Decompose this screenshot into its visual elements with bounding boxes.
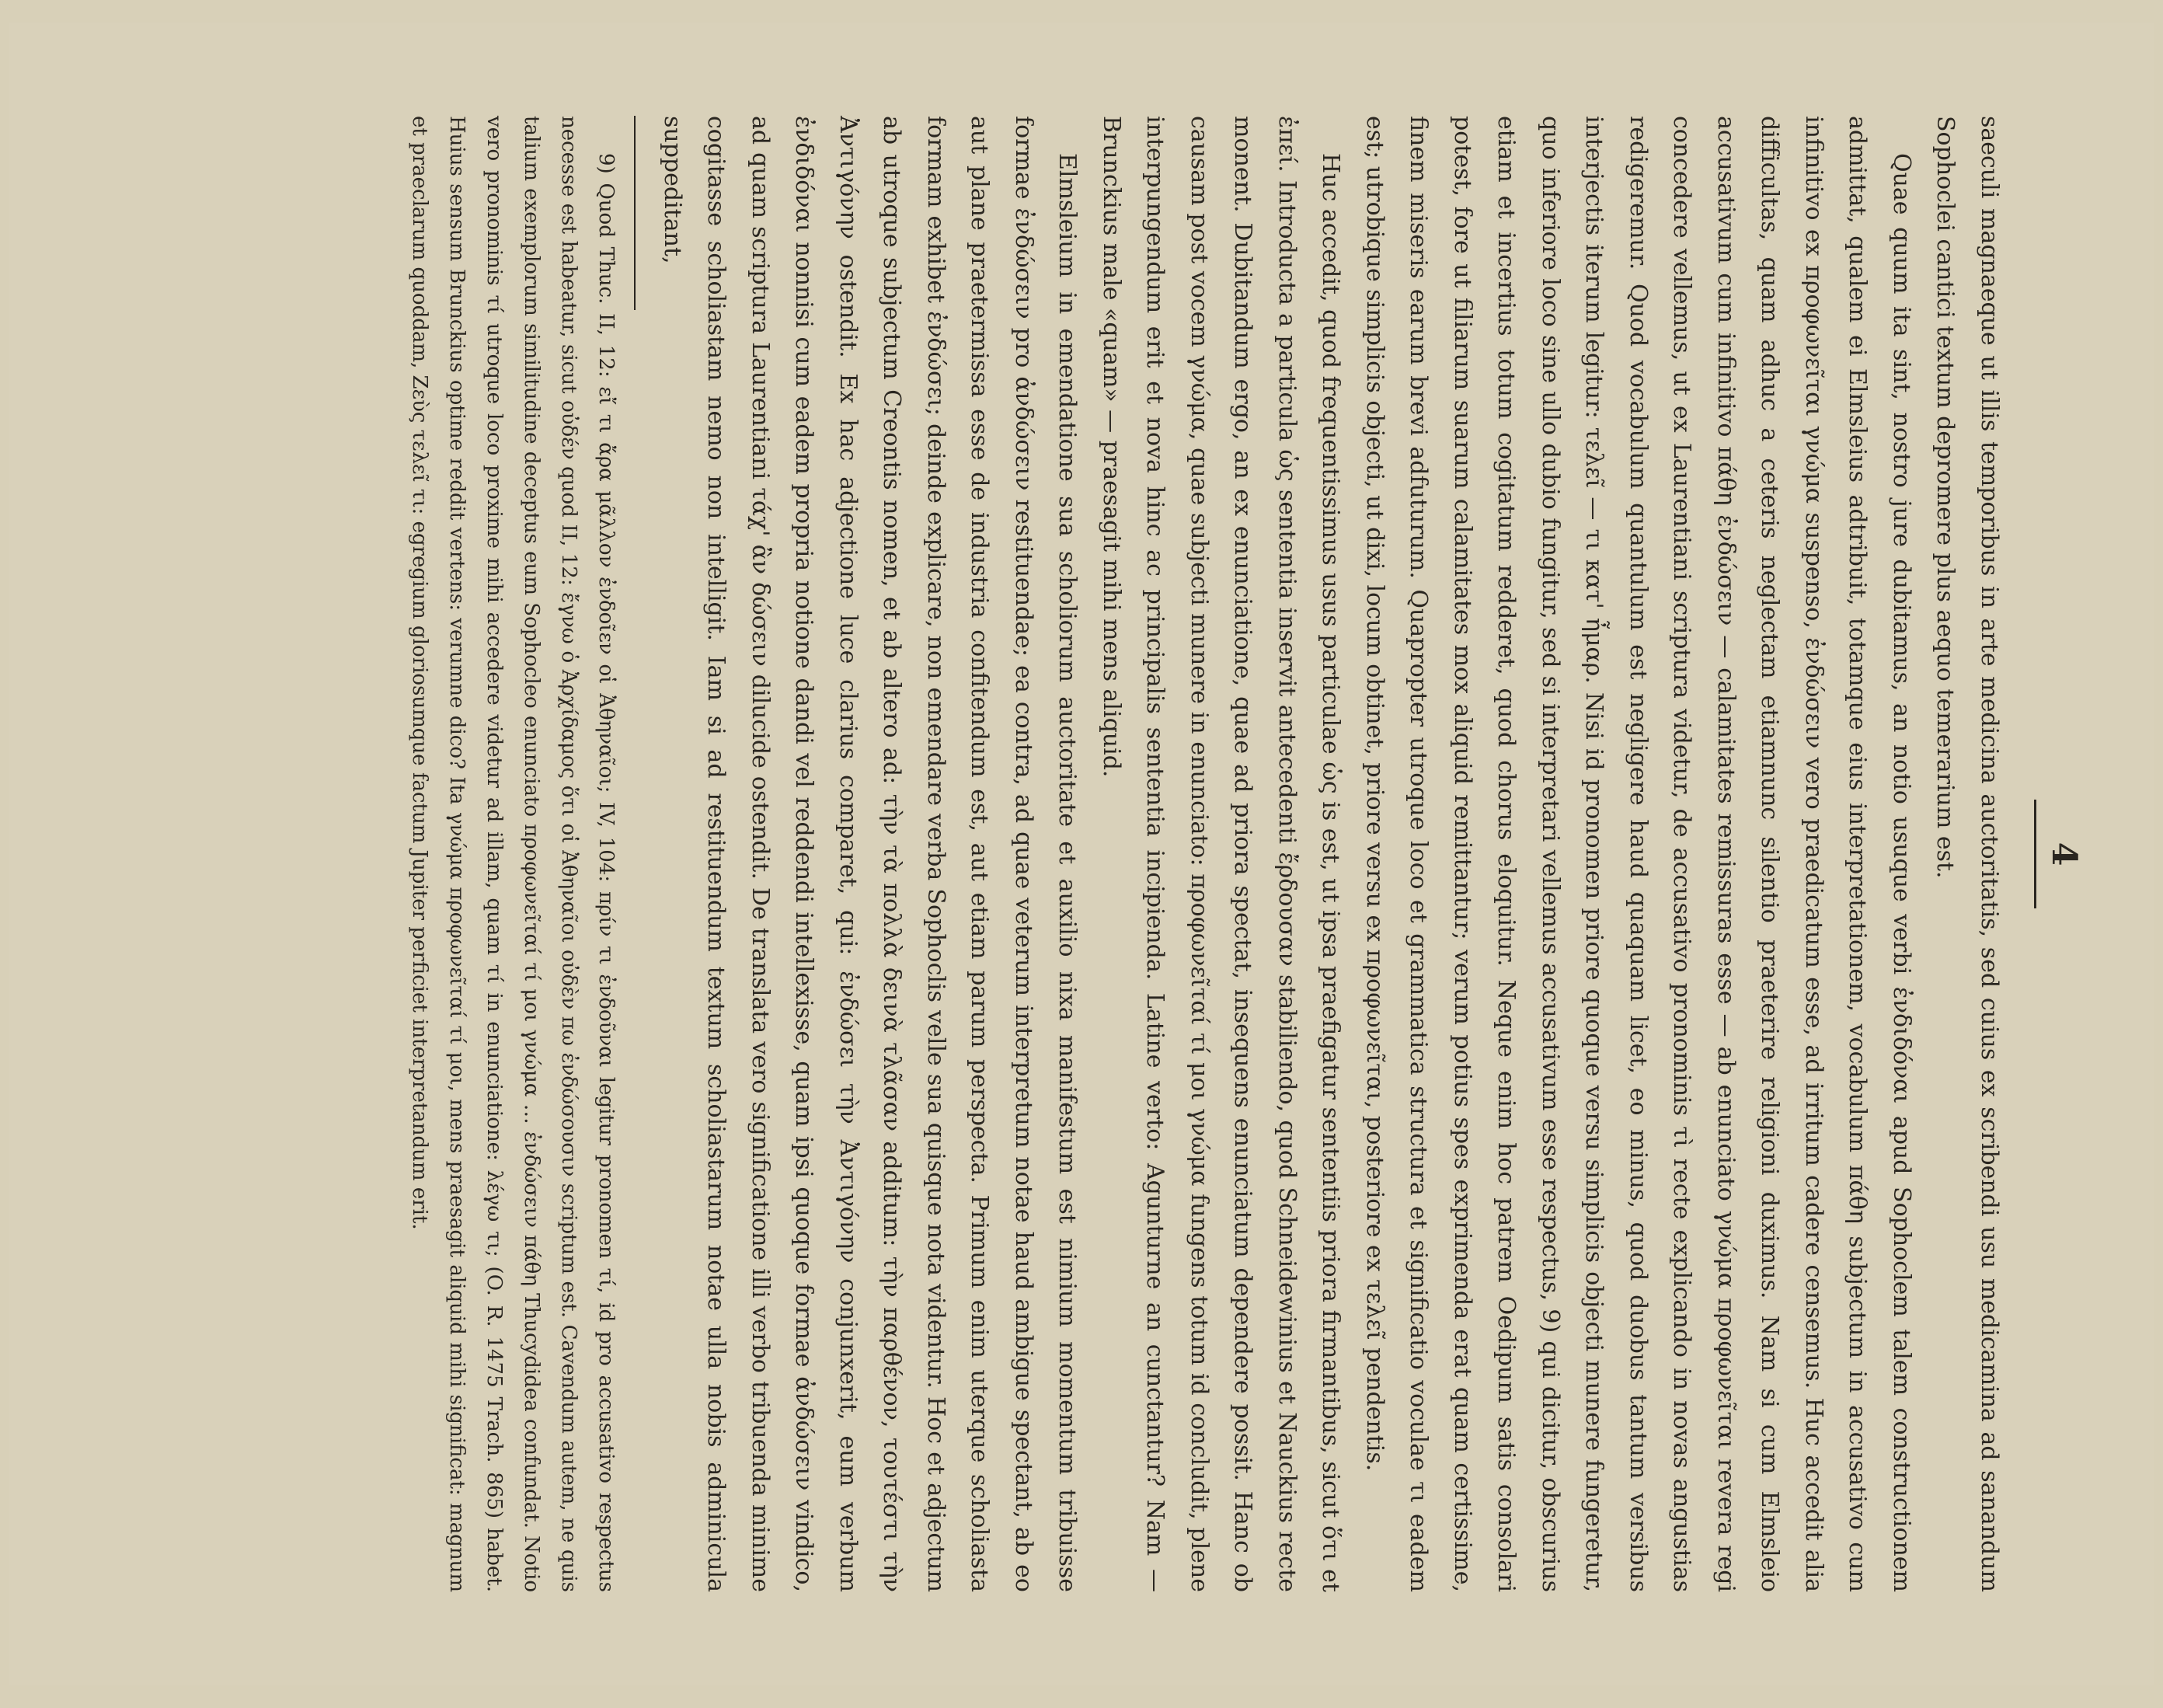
footnote-text: 9) Quod Thuc. II, 12: εἴ τι ἄρα μᾶλλον ἐνδοῖεν οἱ Ἀθηναῖοι; IV, 104: πρίν τι ἐνδοῦναι legitur pronomen τί, id pro accusativo respectus necesse est habeatur, sicut οὐδέν quod II, 12: ἔγνω ὁ Ἀρχίδαμος ὅτι οἱ Ἀθηναῖοι οὐδὲν πω ἐνδώσουσιν scriptum est. Cavendum autem, ne quis talium exemplorum similitudine deceptus eum Sophocleo enunciato προφωνεῖταί τί μοι γνώμα … ἐνδώσειν πάθη Thucydidea confundat. Notio vero pronominis τί utroque loco proxime mihi accedere videtur ad illam, quam τί in enunciatione: λέγω τι; (O. R. 1475 Trach. 865) habet. Huius sensum Brunckius optime reddit vertens: verumne dico? Ita γνώμα προφωνεῖταί τί μοι, mens praesagit aliquid mihi significat: magnum et praeclarum quoddam, Ζεὺς τελεῖ τι: egregium gloriosumque factum Jupiter perficiet interpretandum erit. (408, 116, 618, 1592)
footnote-rule (635, 116, 636, 310)
page-header (2034, 116, 2084, 1592)
paragraph: Quae quum ita sint, nostro jure dubitamus, an notio usuque verbi ἐνδιδόναι apud Sophoclem talem constructionem admittat, qualem ei Elmsleius adtribuit, totamque eius interpretationem, vocabulum πάθη subjectum in accusativo cum infinitivo ex προφωνεῖται γνώμα suspenso, ἐνδώσειν vero praedicatum esse, ad irritum cadere censemus. Huc accedit alia difficultas, quam adhuc a ceteris neglectam etiamnunc silentio praeterire religioni duximus. Nam si cum Elmsleio accusativum cum infinitivo πάθη ἐνδώσειν — calamitates remissuras esse — ab enunciato γνώμα προφωνεῖται revera regi concedere vellemus, ut ex Laurentiani scriptura videtur, de accusativo pronominis τὶ recte explicando in novas angustias redigeremur. Quod vocabulum quantulum est negligere haud quaquam licet, eo minus, quod duobus tantum versibus interjectis iterum legitur: τελεῖ — τι κατ' ἦμαρ. Nisi id pronomen priore quoque versu simplicis objecti munere fungeretur, quo inferiore loco sine ullo dubio fungitur, sed si interpretari vellemus accusativum esse respectus, 9) qui dicitur, obscurius etiam et incertius totum cogitatum redderet, quod chorus eloquitur. Neque enim hoc patrem Oedipum satis consolari potest, fore ut filiarum suarum calamitates mox aliquid remittantur; verum potius spes exprimenda erat quam certissime, finem miseris earum brevi adfuturum. Quapropter utroque loco et grammatica structura et significatio voculae τι eadem est; utrobique simplicis objecti, ut dixi, locum obtinet, priore versu ex προφωνεῖται, posteriore ex τελεῖ pendentis. (1361, 116, 1915, 1592)
footnote (402, 116, 625, 1592)
page-number: 4 (2044, 842, 2084, 866)
paragraph: Huc accedit, quod frequentissimus usus particulae ὡς is est, ut ipsa praefigatur sententiis priora firmantibus, sicut ὅτι et ἐπεί. Introducta a particula ὡς sententia inservit antecedenti ἔρδουσαν stabiliendo, quod Schneidewinius et Nauckius recte monent. Dubitandum ergo, an ex enunciatione, quae ad priora spectat, insequens enunciatum dependere possit. Hanc ob causam post vocem γνώμα, quae subjecti munere in enunciato: προφωνεῖταί τί μοι γνώμα fungens totum id concludit, plene interpungendum erit et nova hinc ac principalis sententia incipienda. Latine verto: Agunturne an cunctantur? Nam — Brunckius male «quam» — praesagit mihi mens aliquid. (1098, 116, 1345, 1592)
body-text (650, 116, 2011, 1592)
header-rule (2034, 800, 2036, 908)
book-page (9, 23, 2154, 1685)
paragraph: Elmsleium in emendatione sua scholiorum auctoritate et auxilio nixa manifestum est nimium momentum tribuisse formae ἐνδώσειν pro ἀνδώσειν restituendae; ea contra, ad quae veterum interpretum notae haud ambigue spectant, ab eo aut plane praetermissa esse de industria confitendum est, aut etiam parum perspecta. Primum enim uterque scholiasta formam exhibet ἐνδώσει; deinde explicare, non emendare verba Sophoclis velle sua quisque nota videntur. Hoc et adjectum ab utroque subjectum Creontis nomen, et ab altero ad: τὴν τὰ πολλὰ δεινὰ τλᾶσαν additum: τὴν παρθένον, τουτέστι τὴν Ἀντιγόνην ostendit. Ex hac adjectione luce clarius comparet, qui: ἐνδώσει τὴν Ἀντιγόνην conjunxerit, eum verbum ἐνδιδόναι nonnisi cum eadem propria notione dandi vel reddendi intellexisse, quam ipsi quoque formae ἀνδώσειν vindico, ad quam scriptura Laurentiani τάχ' ἂν δώσειν dilucide ostendit. De translata vero significatione illi verbo tribuenda minime cogitasse scholiastam nemo non intelligit. Iam si ad restituendum textum scholiastarum notae ulla nobis adminicula suppeditant, (659, 116, 1082, 1592)
paragraph: saeculi magnaeque ut illis temporibus in arte medicina auctoritatis, sed cuius ex scribendi usu medicamina ad sanandum Sophoclei cantici textum depromere plus aequo temerarium est. (1931, 116, 2003, 1592)
